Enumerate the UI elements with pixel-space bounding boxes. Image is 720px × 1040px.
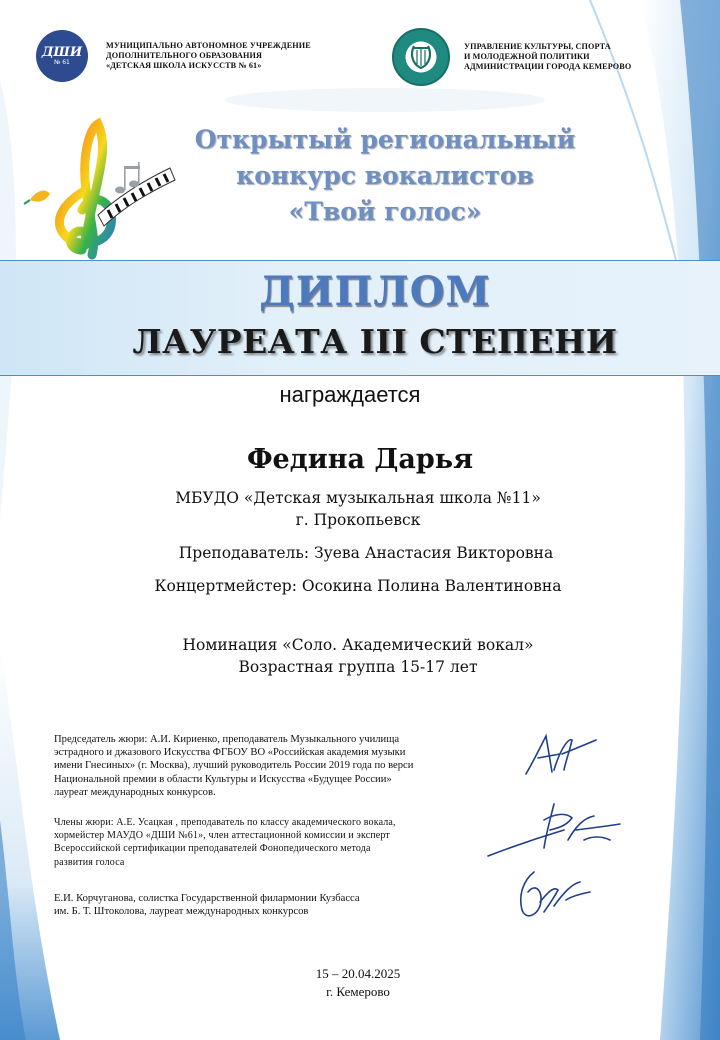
contest-title (170, 122, 600, 230)
treble-clef-icon (59, 124, 111, 255)
signature-chair (520, 730, 600, 780)
diploma-title: ДИПЛОМ (259, 268, 491, 315)
school-logo-text: ДШИ (41, 44, 83, 60)
jury-line: Председатель жюри: А.И. Кириенко, преподаватель Музыкального училища (54, 734, 400, 745)
jury-member-2 (54, 892, 514, 918)
jury-line: хормейстер МАУДО «ДШИ №61», член аттестационной комиссии и эксперт (54, 830, 390, 842)
piano-keys-icon (98, 168, 175, 226)
age-group-line: Возрастная группа 15-17 лет (238, 658, 478, 676)
contest-city: г. Кемерово (326, 984, 390, 999)
bird-icon (24, 191, 50, 204)
school-logo (36, 30, 88, 82)
jury-chair (54, 733, 514, 799)
awarded-label: награждается (279, 382, 421, 407)
org-line: «ДЕТСКАЯ ШКОЛА ИСКУССТВ № 61» (106, 61, 262, 70)
org-line: АДМИНИСТРАЦИИ ГОРОДА КЕМЕРОВО (464, 62, 632, 71)
jury-line: Члены жюри: А.Е. Усацкая , преподаватель по классу академического вокала, (54, 817, 396, 828)
recipient-school: МБУДО «Детская музыкальная школа №11» (175, 489, 541, 507)
teacher-line: Преподаватель: Зуева Анастасия Викторовна (178, 544, 554, 562)
recipient-city: г. Прокопьевск (295, 511, 421, 529)
contest-title-line: «Твой голос» (288, 197, 482, 226)
jury-line: Национальной премии в области Культуры и Искусства «Будущее России» (54, 773, 392, 785)
jury-member-1 (54, 816, 514, 869)
department-org-name (464, 42, 631, 72)
contest-dates: 15 – 20.04.2025 (315, 966, 401, 981)
contest-title-line: конкурс вокалистов (236, 161, 534, 190)
jury-line: имени Гнесиных» (г. Москва), лучший руководитель России 2019 года по верси (54, 760, 414, 772)
recipient-name: Федина Дарья (246, 444, 474, 475)
jury-line: им. Б. Т. Штоколова, лауреат международных конкурсов (54, 906, 309, 918)
jury-line: Е.И. Корчуганова, солистка Государственной филармонии Кузбасса (54, 893, 360, 904)
jury-line: Всероссийской сертификации преподавателей Фонопедического метода (54, 843, 371, 855)
lyre-icon (406, 42, 436, 72)
org-line: УПРАВЛЕНИЕ КУЛЬТУРЫ, СПОРТА (464, 42, 611, 51)
org-line: И МОЛОДЕЖНОЙ ПОЛИТИКИ (464, 52, 590, 61)
culture-department-logo (392, 28, 450, 86)
signature-member-1 (484, 800, 624, 862)
nomination-line: Номинация «Соло. Академический вокал» (182, 636, 534, 654)
organizer-right (392, 28, 631, 86)
org-line: ДОПОЛНИТЕЛЬНОГО ОБРАЗОВАНИЯ (106, 51, 262, 60)
contest-title-line: Открытый региональный (194, 125, 576, 154)
school-logo-number: № 61 (54, 58, 70, 66)
accompanist-line: Концертмейстер: Осокина Полина Валентиновна (154, 577, 562, 595)
diploma-degree: ЛАУРЕАТА III СТЕПЕНИ (132, 322, 618, 361)
school-org-name (106, 41, 311, 71)
signature-member-2 (514, 862, 594, 924)
org-line: МУНИЦИПАЛЬНО АВТОНОМНОЕ УЧРЕЖДЕНИЕ (106, 41, 311, 50)
jury-line: лауреат международных конкурсов. (54, 786, 216, 798)
jury-line: эстрадного и джазового Искусства ФГБОУ ВО «Российская академия музыки (54, 747, 406, 759)
organizer-left (36, 30, 311, 82)
jury-line: развития голоса (54, 856, 125, 868)
